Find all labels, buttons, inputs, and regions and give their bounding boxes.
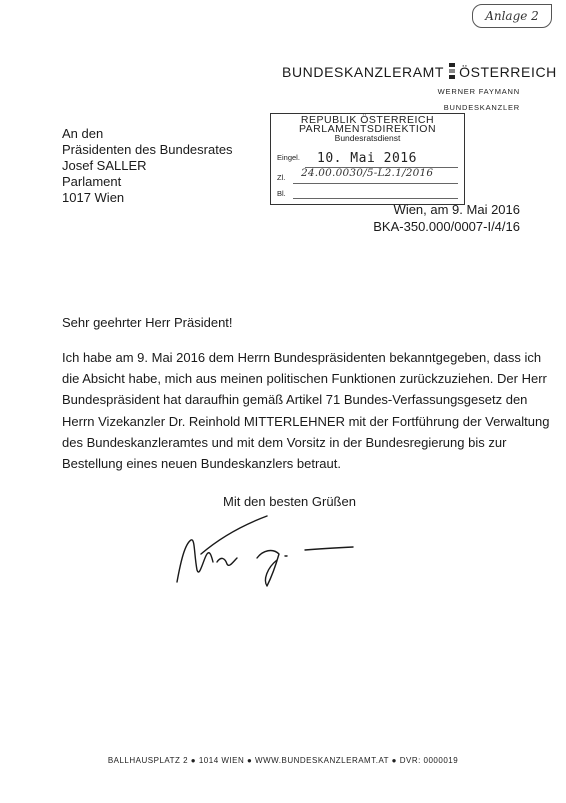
body-line: Herrn Vizekanzler Dr. Reinhold MITTERLEHNER mit der Fortführung der Verwaltung <box>62 413 550 429</box>
recipient-line: Präsidenten des Bundesrates <box>62 142 233 157</box>
stamp-eingel-label: Eingel. <box>277 153 300 162</box>
recipient-line: Josef SALLER <box>62 158 147 173</box>
stamp-line3: Bundesratsdienst <box>334 133 401 143</box>
stamp-header <box>271 114 464 143</box>
body-line: die Absicht habe, mich aus meinen politischen Funktionen zurückzuziehen. Der Herr <box>62 371 547 387</box>
stamp-line2: PARLAMENTSDIREKTION <box>298 123 437 135</box>
recipient-line: An den <box>62 126 104 141</box>
chancellor-name: WERNER FAYMANN <box>437 87 520 96</box>
salutation: Sehr geehrter Herr Präsident! <box>62 315 233 330</box>
stamp-zl-line <box>293 183 458 184</box>
recipient-address <box>62 126 233 206</box>
annex-label: Anlage 2 <box>472 4 552 28</box>
chancellor-title: BUNDESKANZLER <box>443 103 520 112</box>
stamp-line1: REPUBLIK ÖSTERREICH <box>300 114 435 126</box>
closing: Mit den besten Grüßen <box>223 494 356 509</box>
letterhead-brand <box>282 62 557 81</box>
stamp-bl-line <box>293 198 458 199</box>
body-line: Bundespräsident hat daraufhin gemäß Artikel 71 Bundes-Verfassungsgesetz den <box>62 392 528 408</box>
stamp-date: 10. Mai 2016 <box>317 151 417 166</box>
body-line: Bestellung eines neuen Bundeskanzlers betraut. <box>62 456 341 472</box>
recipient-line: 1017 Wien <box>62 190 125 205</box>
letterhead-chancellor <box>438 84 520 116</box>
receipt-stamp <box>270 113 465 205</box>
stamp-zl-label: Zl. <box>277 173 286 182</box>
body-line: Ich habe am 9. Mai 2016 dem Herrn Bundespräsidenten bekanntgegeben, dass ich <box>62 350 542 365</box>
footer-address: BALLHAUSPLATZ 2 ● 1014 WIEN ● WWW.BUNDESKANZLERAMT.AT ● DVR: 0000019 <box>107 756 459 765</box>
stamp-zl-handwritten: 24.00.0030/5-L2.1/2016 <box>301 167 434 179</box>
signature <box>175 510 375 590</box>
body-line: des Bundeskanzleramtes und mit dem Vorsitz in der Bundesregierung bis zur <box>62 434 507 450</box>
reference-number: BKA-350.000/0007-I/4/16 <box>373 219 520 234</box>
place-date: Wien, am 9. Mai 2016 <box>393 202 520 217</box>
brand-right: ÖSTERREICH <box>459 63 557 80</box>
brand-left: BUNDESKANZLERAMT <box>282 63 445 80</box>
stamp-bl-label: Bl. <box>277 189 286 198</box>
brand-separator-icon <box>449 62 455 81</box>
letter-body <box>62 347 550 474</box>
date-block <box>373 201 520 235</box>
recipient-line: Parlament <box>62 174 122 189</box>
